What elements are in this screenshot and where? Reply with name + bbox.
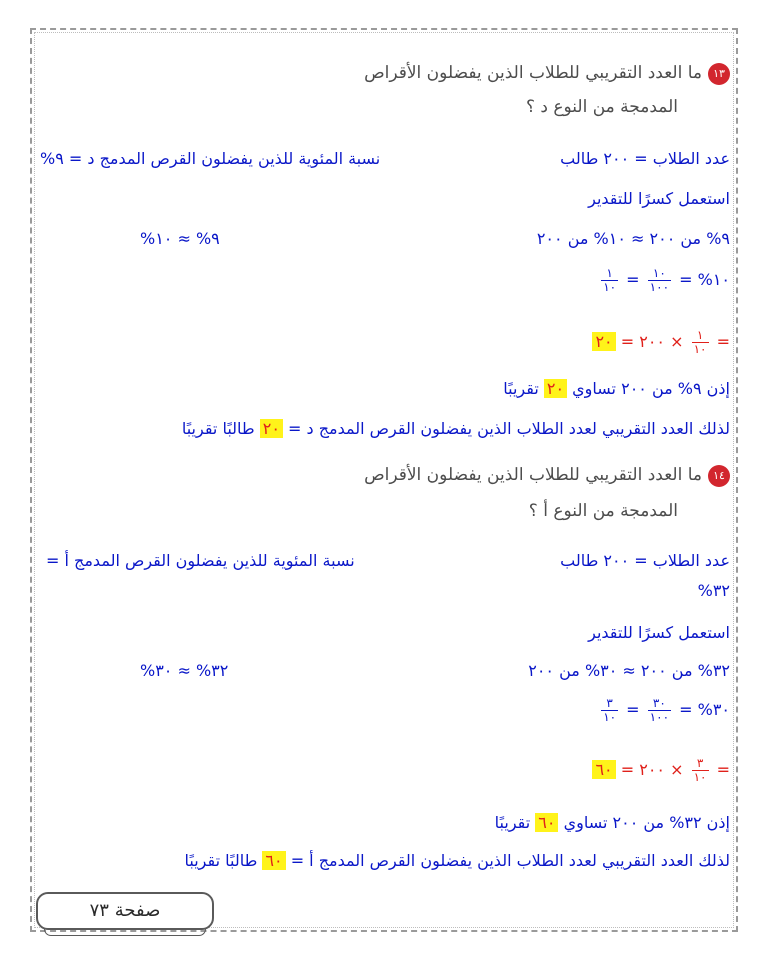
q14-title-line2: المدمجة من النوع أ ؟ (528, 501, 678, 521)
page-number-label: صفحة ٧٣ (36, 892, 214, 930)
q14-fraction-a (648, 697, 671, 724)
q13-fraction-a-num: ١٠ (648, 267, 671, 281)
q13-number-badge: ١٣ (708, 63, 730, 85)
q13-final-b: طالبًا تقريبًا (181, 419, 255, 438)
q14-fraction-line: ٣٠% = $\frac{٣٠}{١٠٠}$ = $\frac{٣}{١٠}$ (603, 696, 730, 724)
q13-conclusion-a: إذن ٩% من ٢٠٠ تساوي (572, 379, 730, 398)
q14-final-b: طالبًا تقريبًا (184, 851, 258, 870)
q13-calc-mid: × ٢٠٠ = (620, 332, 684, 351)
q13-use-fraction: استعمل كسرًا للتقدير (588, 189, 730, 208)
q14-final-a: لذلك العدد التقريبي لعدد الطلاب الذين يفضلون القرص المدمج أ = (290, 851, 730, 870)
q13-calc-fraction-num: ١ (692, 329, 709, 343)
q14-number-badge: ١٤ (708, 465, 730, 487)
q13-fraction-a-den: ١٠٠ (649, 280, 670, 294)
q14-conclusion-a: إذن ٣٢% من ٢٠٠ تساوي (563, 813, 730, 832)
q14-use-fraction: استعمل كسرًا للتقدير (588, 623, 730, 642)
q14-fraction-b-num: ٣ (601, 697, 618, 711)
q14-fraction-a-den: ١٠٠ (649, 710, 670, 724)
q14-approx-right: ٣٢% من ٢٠٠ ≈ ٣٠% من ٢٠٠ (528, 661, 730, 680)
q14-calc-fraction (692, 757, 709, 784)
q14-calc-fraction-num: ٣ (692, 757, 709, 771)
q13-students-count: عدد الطلاب = ٢٠٠ طالب (560, 149, 730, 168)
q13-final-answer (182, 418, 730, 440)
q13-fraction-prefix: ١٠% = (679, 270, 730, 289)
q13-fraction-b-num: ١ (601, 267, 618, 281)
q14-approx-left: ٣٢% ≈ ٣٠% (140, 661, 229, 680)
q14-percent-line: نسبة المئوية للذين يفضلون القرص المدمج أ = (46, 551, 355, 570)
q14-calc-mid: × ٢٠٠ = (620, 760, 684, 779)
q13-title-line1 (364, 62, 730, 85)
q13-fraction-b (601, 267, 618, 294)
q13-calc-result: ٢٠ (592, 332, 615, 351)
q13-fraction-a (648, 267, 671, 294)
q13-calc-fraction (692, 329, 709, 356)
q14-calc-fraction-den: ١٠ (693, 770, 707, 784)
q13-calc-line (592, 328, 730, 356)
q14-final-value: ٦٠ (262, 851, 285, 870)
q13-question-text: ما العدد التقريبي للطلاب الذين يفضلون الأقراص (364, 63, 702, 83)
q14-conclusion-value: ٦٠ (535, 813, 558, 832)
q14-fraction-prefix: ٣٠% = (679, 700, 730, 719)
q13-fraction-line: ١٠% = $\frac{١٠}{١٠٠}$ = $\frac{١}{١٠}$ (603, 266, 730, 294)
q14-students-count: عدد الطلاب = ٢٠٠ طالب (560, 551, 730, 570)
q14-fraction-b (601, 697, 618, 724)
q14-conclusion (495, 812, 730, 834)
q13-calc-prefix: = (716, 332, 730, 351)
q13-approx-left: ٩% ≈ ١٠% (140, 229, 220, 248)
q14-question-text: ما العدد التقريبي للطلاب الذين يفضلون الأقراص (364, 465, 702, 485)
q14-final-answer (185, 850, 731, 872)
q13-conclusion (503, 378, 730, 400)
q13-fraction-b-den: ١٠ (603, 280, 617, 294)
q13-conclusion-b: تقريبًا (503, 379, 539, 398)
q14-percent-value: ٣٢% (697, 581, 730, 600)
q14-fraction-b-den: ١٠ (603, 710, 617, 724)
q14-title-line1 (364, 464, 730, 487)
q14-calc-line (592, 756, 730, 784)
q13-title-line2: المدمجة من النوع د ؟ (525, 97, 678, 117)
q13-conclusion-value: ٢٠ (544, 379, 567, 398)
q14-conclusion-b: تقريبًا (494, 813, 531, 832)
q13-final-a: لذلك العدد التقريبي لعدد الطلاب الذين يفضلون القرص المدمج د = (288, 419, 730, 438)
q13-percent-line: نسبة المئوية للذين يفضلون القرص المدمج د = ٩% (40, 149, 381, 168)
q13-calc-fraction-den: ١٠ (693, 342, 707, 356)
q13-approx-right: ٩% من ٢٠٠ ≈ ١٠% من ٢٠٠ (536, 229, 730, 248)
q14-calc-result: ٦٠ (592, 760, 615, 779)
q14-fraction-a-num: ٣٠ (648, 697, 671, 711)
q13-final-value: ٢٠ (260, 419, 283, 438)
q14-calc-prefix: = (716, 760, 730, 779)
